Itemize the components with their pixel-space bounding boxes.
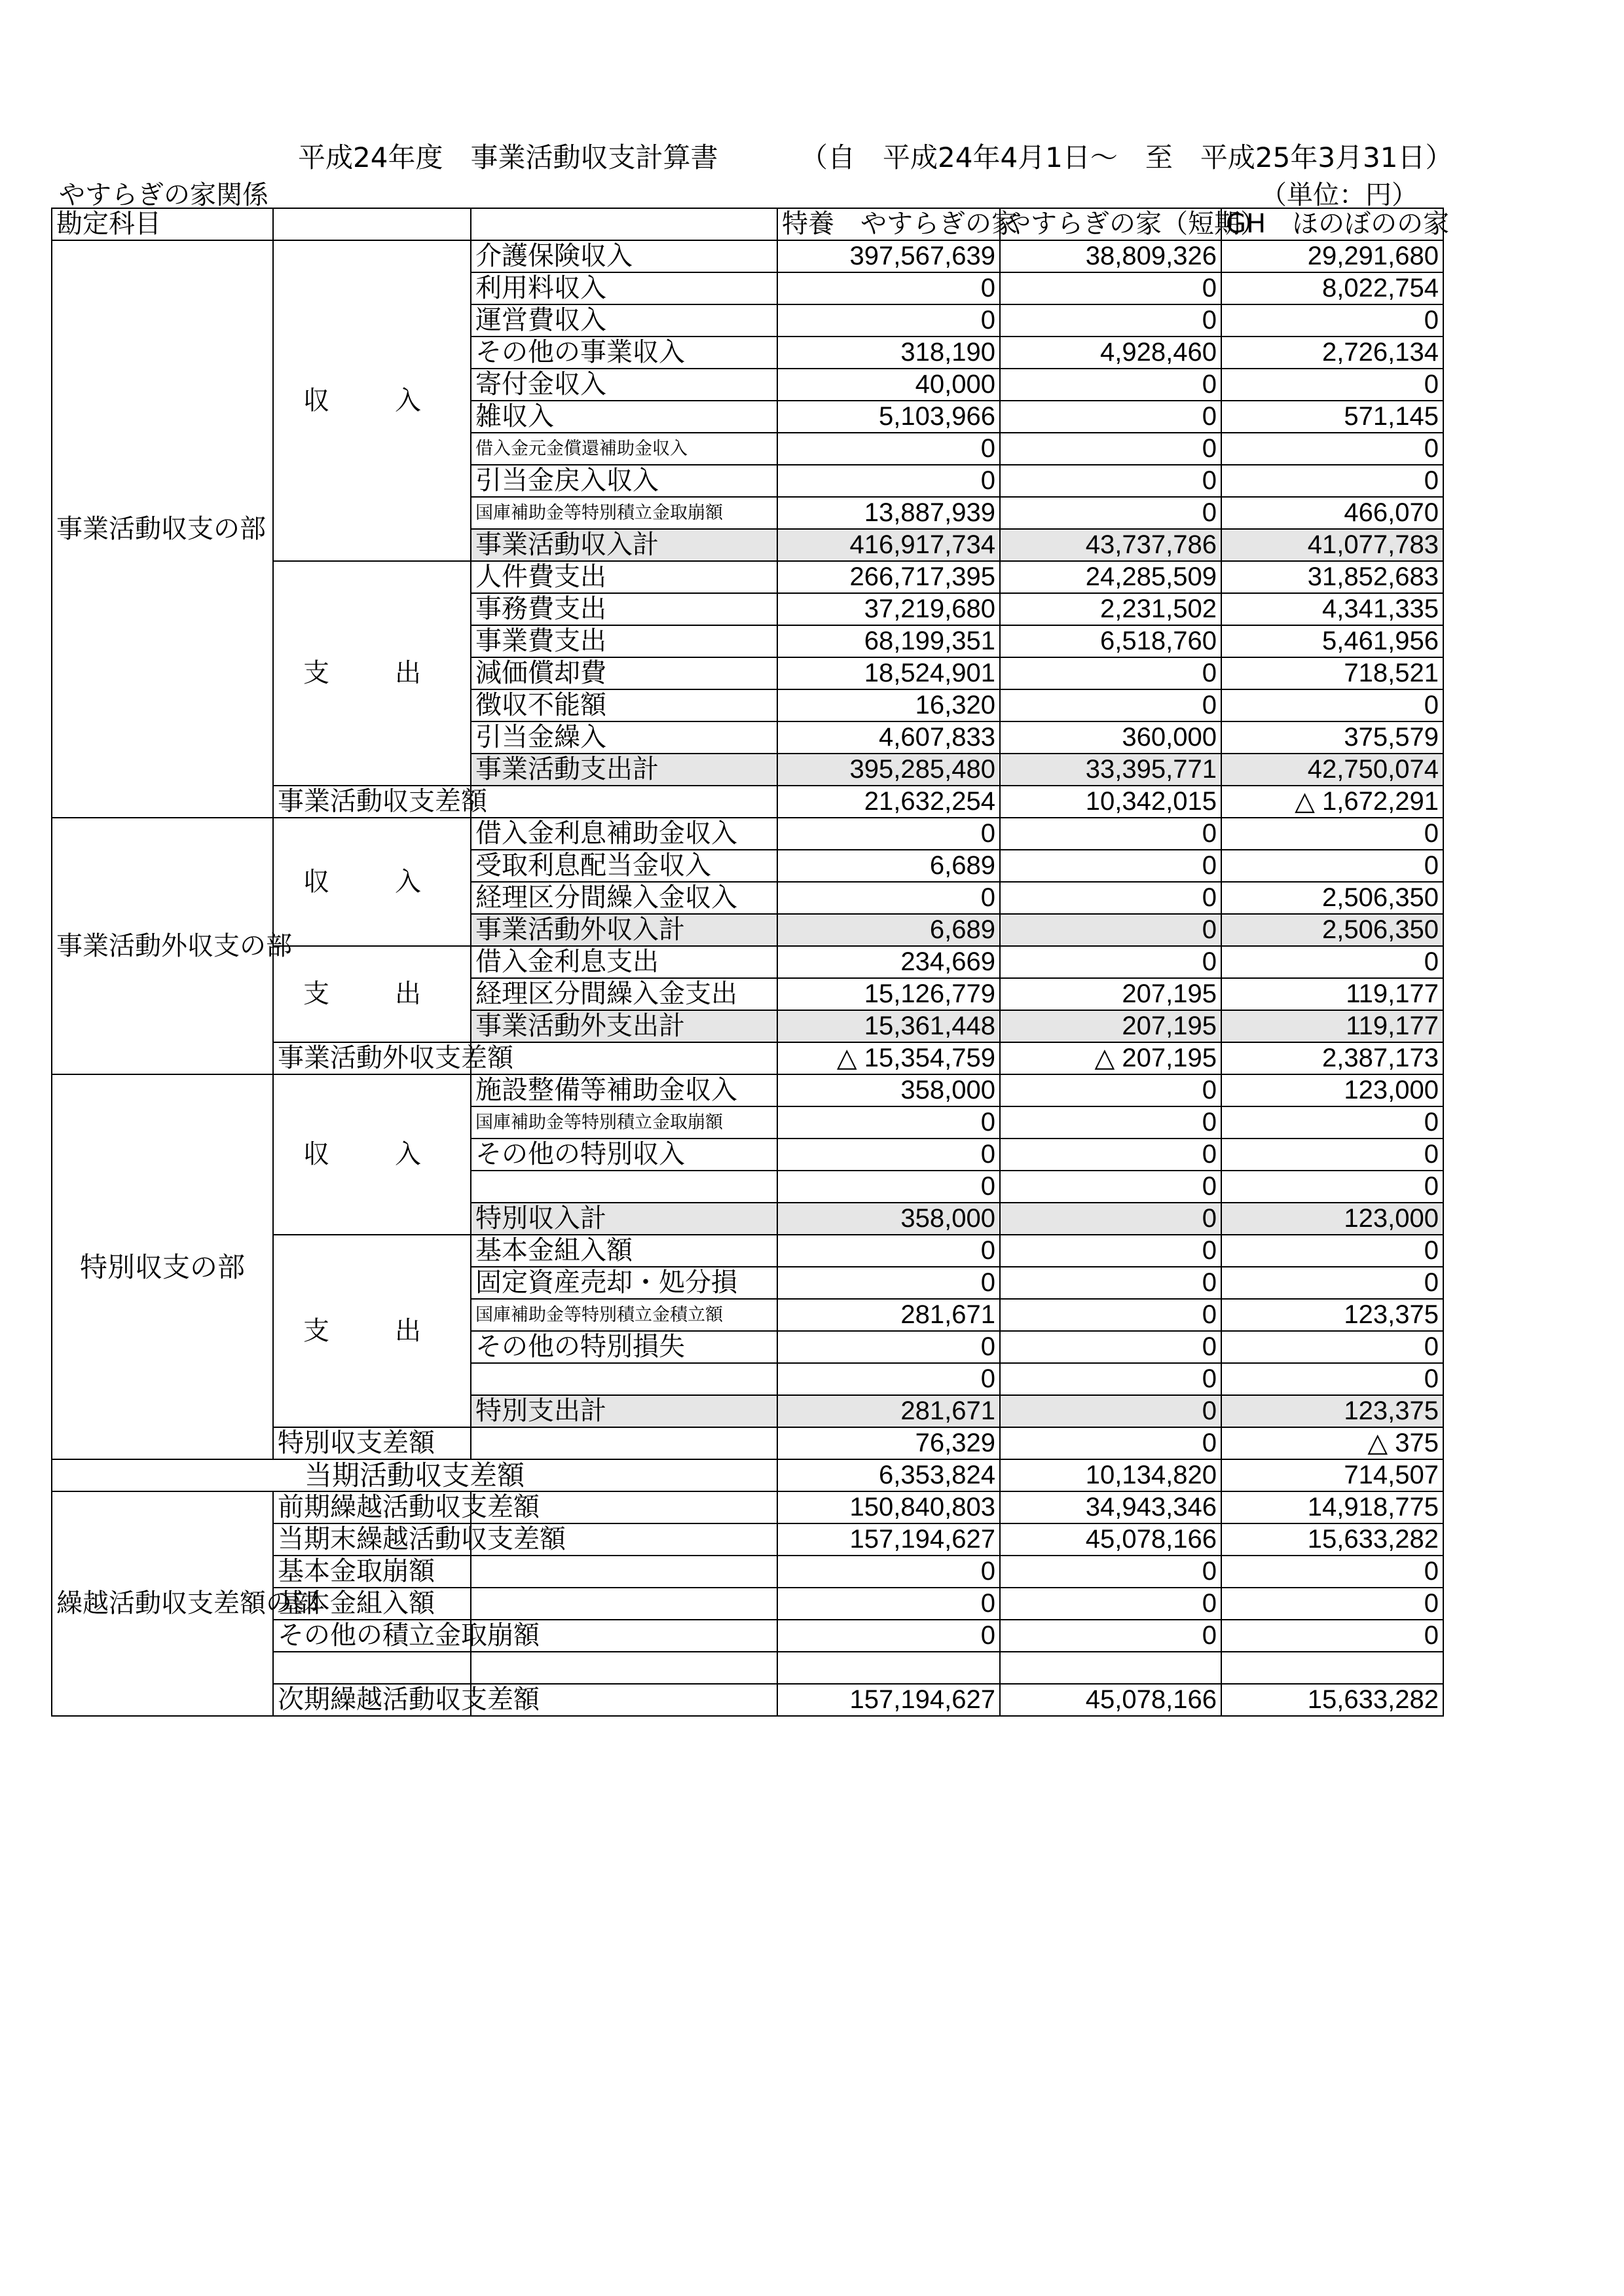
amount-cell: 4,928,460 <box>1000 337 1221 369</box>
line-item-label: 特別支出計 <box>471 1395 777 1427</box>
amount-cell: 0 <box>1221 1556 1443 1588</box>
carryover-item-label: 前期繰越活動収支差額 <box>273 1491 471 1523</box>
amount-cell: 15,633,282 <box>1221 1684 1443 1716</box>
subsection-label: 支 出 <box>273 946 471 1042</box>
amount-cell: 5,103,966 <box>777 401 1000 433</box>
amount-cell: 0 <box>1221 818 1443 850</box>
amount-cell: 38,809,326 <box>1000 240 1221 272</box>
line-item-label: 徴収不能額 <box>471 689 777 721</box>
amount-cell: 0 <box>1000 272 1221 304</box>
amount-cell: △ 207,195 <box>1000 1042 1221 1074</box>
amount-cell: 0 <box>1000 1299 1221 1331</box>
amount-cell: 45,078,166 <box>1000 1684 1221 1716</box>
column-header: 特養 やすらぎの家 <box>777 208 1000 240</box>
line-item-label: 経理区分間繰入金支出 <box>471 978 777 1010</box>
amount-cell: 150,840,803 <box>777 1491 1000 1523</box>
amount-cell: 0 <box>1221 1588 1443 1620</box>
amount-cell: 0 <box>777 465 1000 497</box>
amount-cell: 0 <box>1000 497 1221 529</box>
table-row <box>52 818 1443 850</box>
blank-cell <box>471 1588 777 1620</box>
amount-cell: 0 <box>1000 657 1221 689</box>
amount-cell: 15,126,779 <box>777 978 1000 1010</box>
amount-cell: 123,375 <box>1221 1299 1443 1331</box>
current-period-difference-label: 当期活動収支差額 <box>52 1459 777 1491</box>
amount-cell: 2,506,350 <box>1221 914 1443 946</box>
amount-cell: 281,671 <box>777 1299 1000 1331</box>
amount-cell: 157,194,627 <box>777 1684 1000 1716</box>
amount-cell: 0 <box>1000 882 1221 914</box>
difference-label: 事業活動外収支差額 <box>273 1042 471 1074</box>
amount-cell: 123,000 <box>1221 1074 1443 1106</box>
blank-cell <box>471 1556 777 1588</box>
line-item-label: 引当金繰入 <box>471 721 777 754</box>
line-item-label <box>471 1363 777 1395</box>
amount-cell: 358,000 <box>777 1203 1000 1235</box>
amount-cell: 29,291,680 <box>1221 240 1443 272</box>
amount-cell: 0 <box>1000 1395 1221 1427</box>
carryover-item-label: 当期末繰越活動収支差額 <box>273 1523 471 1556</box>
section-label: 事業活動外収支の部 <box>52 818 273 1074</box>
amount-cell: 375,579 <box>1221 721 1443 754</box>
amount-cell: 123,000 <box>1221 1203 1443 1235</box>
amount-cell: 14,918,775 <box>1221 1491 1443 1523</box>
amount-cell: 0 <box>1000 1620 1221 1652</box>
line-item-label: その他の事業収入 <box>471 337 777 369</box>
amount-cell: 2,231,502 <box>1000 593 1221 625</box>
section-label: 事業活動収支の部 <box>52 240 273 818</box>
amount-cell: 714,507 <box>1221 1459 1443 1491</box>
line-item-label: 国庫補助金等特別積立金取崩額 <box>471 1106 777 1139</box>
amount-cell: 4,607,833 <box>777 721 1000 754</box>
column-header: やすらぎの家（短期） <box>1000 208 1221 240</box>
difference-label: 特別収支差額 <box>273 1427 471 1459</box>
amount-cell: 0 <box>777 1588 1000 1620</box>
amount-cell: 0 <box>1221 689 1443 721</box>
amount-cell: 41,077,783 <box>1221 529 1443 561</box>
line-item-label: 利用料収入 <box>471 272 777 304</box>
amount-cell: 0 <box>1000 1139 1221 1171</box>
amount-cell: 21,632,254 <box>777 786 1000 818</box>
amount-cell: 0 <box>1000 946 1221 978</box>
currency-unit: （単位：円） <box>1261 180 1418 210</box>
amount-cell: 68,199,351 <box>777 625 1000 657</box>
subsection-label: 収 入 <box>273 818 471 946</box>
amount-cell: 0 <box>1000 1331 1221 1363</box>
amount-cell: 33,395,771 <box>1000 754 1221 786</box>
amount-cell: 6,689 <box>777 914 1000 946</box>
amount-cell: 16,320 <box>777 689 1000 721</box>
amount-cell: 0 <box>1000 1171 1221 1203</box>
table-row <box>52 240 1443 272</box>
amount-cell: △ 1,672,291 <box>1221 786 1443 818</box>
line-item-label: その他の特別収入 <box>471 1139 777 1171</box>
amount-cell: 119,177 <box>1221 1010 1443 1042</box>
amount-cell: 0 <box>777 304 1000 337</box>
amount-cell: 43,737,786 <box>1000 529 1221 561</box>
table-row <box>52 1074 1443 1106</box>
amount-cell: 31,852,683 <box>1221 561 1443 593</box>
amount-cell: 0 <box>1221 369 1443 401</box>
current-period-difference-row <box>52 1459 1443 1491</box>
line-item-label <box>471 1171 777 1203</box>
account-header: 勘定科目 <box>52 208 273 240</box>
amount-cell: 15,633,282 <box>1221 1523 1443 1556</box>
amount-cell: 4,341,335 <box>1221 593 1443 625</box>
amount-cell: 0 <box>777 1106 1000 1139</box>
amount-cell: 0 <box>1221 1620 1443 1652</box>
difference-label: 事業活動収支差額 <box>273 786 471 818</box>
amount-cell: 318,190 <box>777 337 1000 369</box>
line-item-label: 雑収入 <box>471 401 777 433</box>
carryover-item-label: 次期繰越活動収支差額 <box>273 1684 471 1716</box>
subsection-label: 支 出 <box>273 1235 471 1427</box>
amount-cell: 10,342,015 <box>1000 786 1221 818</box>
amount-cell: 395,285,480 <box>777 754 1000 786</box>
amount-cell: 0 <box>1000 850 1221 882</box>
amount-cell: 358,000 <box>777 1074 1000 1106</box>
amount-cell: 8,022,754 <box>1221 272 1443 304</box>
carryover-item-label: 基本金取崩額 <box>273 1556 471 1588</box>
amount-cell: 6,689 <box>777 850 1000 882</box>
amount-cell: 0 <box>1221 1363 1443 1395</box>
amount-cell: 0 <box>1221 1171 1443 1203</box>
line-item-label: 借入金元金償還補助金収入 <box>471 433 777 465</box>
document-title: 平成24年度 事業活動収支計算書 <box>298 141 718 173</box>
amount-cell: 0 <box>1000 433 1221 465</box>
amount-cell: 0 <box>777 882 1000 914</box>
amount-cell: 0 <box>1000 1363 1221 1395</box>
line-item-label: 国庫補助金等特別積立金積立額 <box>471 1299 777 1331</box>
amount-cell: 37,219,680 <box>777 593 1000 625</box>
amount-cell: 0 <box>777 1620 1000 1652</box>
amount-cell: 6,353,824 <box>777 1459 1000 1491</box>
line-item-label: 国庫補助金等特別積立金取崩額 <box>471 497 777 529</box>
amount-cell: 2,387,173 <box>1221 1042 1443 1074</box>
organization-name: やすらぎの家関係 <box>59 180 268 210</box>
amount-cell: 0 <box>777 272 1000 304</box>
carryover-row <box>52 1491 1443 1523</box>
amount-cell: △ 15,354,759 <box>777 1042 1000 1074</box>
amount-cell: 0 <box>1221 1267 1443 1299</box>
amount-cell: 397,567,639 <box>777 240 1000 272</box>
amount-cell: 0 <box>777 1267 1000 1299</box>
line-item-label: 事業活動外収入計 <box>471 914 777 946</box>
amount-cell: 466,070 <box>1221 497 1443 529</box>
amount-cell: 0 <box>777 1363 1000 1395</box>
line-item-label: 経理区分間繰入金収入 <box>471 882 777 914</box>
amount-cell: 0 <box>1221 1235 1443 1267</box>
amount-cell: 0 <box>1000 369 1221 401</box>
amount-cell: 119,177 <box>1221 978 1443 1010</box>
amount-cell: 0 <box>1000 465 1221 497</box>
line-item-label: その他の特別損失 <box>471 1331 777 1363</box>
line-item-label: 介護保険収入 <box>471 240 777 272</box>
fiscal-period: （自 平成24年4月1日～ 至 平成25年3月31日） <box>800 141 1453 173</box>
amount-cell: 0 <box>1000 1556 1221 1588</box>
amount-cell: 123,375 <box>1221 1395 1443 1427</box>
amount-cell: △ 375 <box>1221 1427 1443 1459</box>
amount-cell: 0 <box>777 1139 1000 1171</box>
statement-table <box>51 208 1450 1717</box>
carryover-item-label <box>273 1652 471 1684</box>
amount-cell: 0 <box>1221 946 1443 978</box>
subsection-label: 支 出 <box>273 561 471 786</box>
amount-cell: 416,917,734 <box>777 529 1000 561</box>
line-item-label: 特別収入計 <box>471 1203 777 1235</box>
line-item-label: 人件費支出 <box>471 561 777 593</box>
amount-cell: 13,887,939 <box>777 497 1000 529</box>
line-item-label: 借入金利息補助金収入 <box>471 818 777 850</box>
header-blank <box>273 208 471 240</box>
amount-cell: 0 <box>1221 465 1443 497</box>
amount-cell: 0 <box>1000 401 1221 433</box>
blank-cell <box>471 1427 777 1459</box>
amount-cell: 76,329 <box>777 1427 1000 1459</box>
amount-cell: 266,717,395 <box>777 561 1000 593</box>
amount-cell: 24,285,509 <box>1000 561 1221 593</box>
line-item-label: 基本金組入額 <box>471 1235 777 1267</box>
amount-cell <box>1000 1652 1221 1684</box>
amount-cell: 6,518,760 <box>1000 625 1221 657</box>
amount-cell: 2,726,134 <box>1221 337 1443 369</box>
amount-cell: 0 <box>1000 304 1221 337</box>
line-item-label: 事業活動支出計 <box>471 754 777 786</box>
amount-cell: 0 <box>1000 1588 1221 1620</box>
amount-cell: 10,134,820 <box>1000 1459 1221 1491</box>
amount-cell: 18,524,901 <box>777 657 1000 689</box>
amount-cell: 40,000 <box>777 369 1000 401</box>
amount-cell <box>1221 1652 1443 1684</box>
header-blank <box>471 208 777 240</box>
amount-cell: 718,521 <box>1221 657 1443 689</box>
amount-cell: 5,461,956 <box>1221 625 1443 657</box>
amount-cell: 0 <box>777 1235 1000 1267</box>
section-label: 特別収支の部 <box>52 1074 273 1459</box>
amount-cell: 15,361,448 <box>777 1010 1000 1042</box>
line-item-label: 事務費支出 <box>471 593 777 625</box>
column-header: GH ほのぼのの家 <box>1221 208 1443 240</box>
amount-cell: 0 <box>1000 818 1221 850</box>
amount-cell: 571,145 <box>1221 401 1443 433</box>
blank-cell <box>471 1652 777 1684</box>
amount-cell: 0 <box>1221 1139 1443 1171</box>
line-item-label: 引当金戻入収入 <box>471 465 777 497</box>
amount-cell: 0 <box>1000 1074 1221 1106</box>
amount-cell: 0 <box>1000 1235 1221 1267</box>
amount-cell: 234,669 <box>777 946 1000 978</box>
carryover-item-label: その他の積立金取崩額 <box>273 1620 471 1652</box>
amount-cell: 0 <box>1221 850 1443 882</box>
amount-cell: 0 <box>1221 433 1443 465</box>
amount-cell: 0 <box>777 1171 1000 1203</box>
section-label: 繰越活動収支差額の部 <box>52 1491 273 1716</box>
amount-cell: 0 <box>1221 1331 1443 1363</box>
blank-cell <box>471 1042 777 1074</box>
amount-cell: 0 <box>1221 1106 1443 1139</box>
amount-cell: 0 <box>777 818 1000 850</box>
amount-cell: 0 <box>1000 1106 1221 1139</box>
header-row <box>52 208 1443 240</box>
amount-cell: 45,078,166 <box>1000 1523 1221 1556</box>
line-item-label: 施設整備等補助金収入 <box>471 1074 777 1106</box>
amount-cell: 0 <box>1000 914 1221 946</box>
amount-cell: 42,750,074 <box>1221 754 1443 786</box>
line-item-label: 運営費収入 <box>471 304 777 337</box>
amount-cell: 2,506,350 <box>1221 882 1443 914</box>
amount-cell: 281,671 <box>777 1395 1000 1427</box>
amount-cell: 0 <box>777 433 1000 465</box>
line-item-label: 固定資産売却・処分損 <box>471 1267 777 1299</box>
amount-cell: 0 <box>1000 689 1221 721</box>
amount-cell: 0 <box>1000 1203 1221 1235</box>
line-item-label: 受取利息配当金収入 <box>471 850 777 882</box>
amount-cell: 207,195 <box>1000 1010 1221 1042</box>
amount-cell: 207,195 <box>1000 978 1221 1010</box>
amount-cell: 360,000 <box>1000 721 1221 754</box>
amount-cell: 0 <box>777 1331 1000 1363</box>
amount-cell: 0 <box>1221 304 1443 337</box>
amount-cell: 0 <box>1000 1427 1221 1459</box>
line-item-label: 寄付金収入 <box>471 369 777 401</box>
amount-cell: 34,943,346 <box>1000 1491 1221 1523</box>
amount-cell: 0 <box>1000 1267 1221 1299</box>
line-item-label: 借入金利息支出 <box>471 946 777 978</box>
line-item-label: 減価償却費 <box>471 657 777 689</box>
statement-body <box>52 208 1450 1716</box>
line-item-label: 事業費支出 <box>471 625 777 657</box>
subsection-label: 収 入 <box>273 240 471 561</box>
subsection-label: 収 入 <box>273 1074 471 1235</box>
amount-cell: 0 <box>777 1556 1000 1588</box>
carryover-item-label: 基本金組入額 <box>273 1588 471 1620</box>
blank-cell <box>471 786 777 818</box>
amount-cell <box>777 1652 1000 1684</box>
line-item-label: 事業活動外支出計 <box>471 1010 777 1042</box>
amount-cell: 157,194,627 <box>777 1523 1000 1556</box>
line-item-label: 事業活動収入計 <box>471 529 777 561</box>
